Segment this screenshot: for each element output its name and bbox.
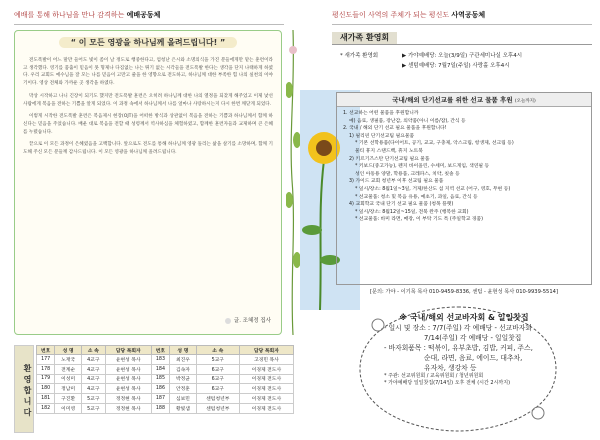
table-cell: 박정균 <box>170 374 197 384</box>
table-row <box>37 394 294 404</box>
table-cell: 황빛샘 <box>170 403 197 413</box>
table-cell: 윤현성 목사 <box>105 374 151 384</box>
table-cell: 정정현 목사 <box>105 394 151 404</box>
bazaar-note: * 주관: 선교위원회 / 교육위원회 / 청년위원회 <box>384 373 484 379</box>
right-header <box>332 10 485 22</box>
table-cell: 4교구 <box>81 364 105 374</box>
bazaar-line: - 일시 및 장소 : 7/7(주일) 각 예배당 - 선교바자회 <box>384 324 532 332</box>
table-cell: 4교구 <box>81 374 105 384</box>
bazaar-line: 순대, 라면, 음료, 에이드, 대추차, <box>424 354 523 362</box>
table-cell: 이경제 전도사 <box>239 384 293 394</box>
mission-line: * 키보드(중고가능), 펜지 바이올린, 수세미, 보드게임, 색연필 등 <box>355 164 490 170</box>
table-cell: 187 <box>151 394 169 404</box>
welcome-label: 환영합니다 <box>14 345 34 433</box>
bazaar-line: - 바자회품목 : 떡볶이, 유부초밥, 김밥, 커피, 주스, <box>384 344 533 352</box>
mission-line: 물티 휴지 스탠드백, 휴지 노트북 <box>355 148 423 154</box>
testimony-paragraph: 전도폭발이 어느 말만 들어도 빛이 좀이 날 정도로 행중한다고, 엄청난 은시와 소명의식을 가진 분들에게만 맡는 훈련이라고 생각했다. 영기를 품출이 믿음이 못 형제나 다짐없는 나는 뛰기 없는 시각들을 전도폭발 한다는 생각을 단지 나태하게 하였다. 우리 교회도 예수님을 잘 모는 나를 믿음이 고만고 줄을 한 영향으로 전도하고, 하나님께 대한 부족한 힘 나의 실천의 이야기이다. 영상 전체와 가까운 곳 생각을 하였다. <box>23 58 273 87</box>
visitor-table <box>36 345 294 414</box>
mission-line: * 일시/장소: 8월12일~15일, 전북 완주 (행복한 교회) <box>355 209 469 215</box>
new-family-body <box>332 44 592 90</box>
right-header-title: 사역공동체 <box>451 11 486 19</box>
new-family-welcome-section <box>332 32 592 92</box>
table-cell: 6교구 <box>196 374 239 384</box>
left-header-line <box>14 24 284 25</box>
table-cell: 5교구 <box>81 394 105 404</box>
table-cell: 178 <box>37 364 55 374</box>
mission-line: * 선교물품: 청소 및 복음 유용, 예초기, 과일, 음료, 간식 등 <box>355 194 478 200</box>
table-cell: 정남미 <box>55 384 82 394</box>
table-cell: 구진환 <box>55 394 82 404</box>
table-cell: 179 <box>37 374 55 384</box>
testimony-paragraph: 끝으로 이 모든 과정이 은혜였음을 고백합니다. 앞으로도 전도를 통해 하나님께 영광 돌리는 삶을 살기를 소망하며, 함께 기도해 주신 모든 분들께 감사드립니다. 이 모든 영광을 하나님께 올려드립니다. <box>23 142 273 156</box>
bazaar-line: 유자차, 생강차 등 <box>424 364 477 372</box>
welcome-visitors-section <box>14 345 294 433</box>
table-cell: 심보민 <box>170 394 197 404</box>
mission-title: 국내/해외 단기선교를 위한 선교 물품 후원 (오늘까지) <box>337 93 591 107</box>
mission-donation-section <box>336 92 592 285</box>
table-cell: 윤현성 목사 <box>105 364 151 374</box>
testimony-paragraph: 막상 시작하고 나니 긴장이 되기도 했지만 전도폭발 훈련은 오히려 하나님께 대한 나의 열정을 되찾게 해주었고 이제 낯선 사람에게 복음을 전하는 기쁨을 알게 되었다. 이 과정 속에서 하나님께서 나를 얼마나 사랑하시는지 다시 한번 깨닫게 되었다. <box>23 93 273 107</box>
table-cell: 184 <box>151 364 169 374</box>
testimony-title: “ 이 모든 영광을 하나님께 올려드립니다! ” <box>15 37 281 48</box>
table-cell: 고경민 목사 <box>239 355 293 365</box>
table-cell: 안정훈 <box>170 384 197 394</box>
testimony-author: 글. 조혜정 집사 <box>225 316 271 324</box>
mission-line: * 기본 선학용품(다이어트, 공기, 교교, 구충제, 악스크림, 항생제, 선크림 등) <box>355 141 514 147</box>
right-header-prefix: 평신도들이 사역의 주체가 되는 평신도 <box>332 11 450 19</box>
mission-line: 1) 필리핀 단기선교팀 필요물품 <box>349 133 415 139</box>
table-cell: 181 <box>37 394 55 404</box>
table-cell: 5교구 <box>196 355 239 365</box>
testimony-paragraph: 이렇게 시작한 전도폭발 훈련은 복음제시 현장(OJT)을 어떠한 방식과 상관없이 복음을 전하는 기쁨과 하나님께서 함께 하신다는 믿음을 주었습니다. 배운 대로 복음을 전할 때 성령께서 역사하심을 체험하였고, 함께한 훈련자들과 교제하며 큰 은혜를 누렸습니다. <box>23 114 273 135</box>
mission-line: 2. 국내 / 해외 단기 선교 필요 물품을 후원합니다! <box>343 126 447 132</box>
visitor-table-header: 번호 성 명 소 속 담당 목회자 번호 성 명 소 속 담당 목회자 <box>37 346 294 355</box>
author-avatar <box>225 318 231 324</box>
table-cell: 이성미 <box>55 374 82 384</box>
mission-line: 3) 가이드 교회 청년부 이후 선교팀 필요 물품 <box>349 179 444 185</box>
mission-line: 1. 선교하는 어떤 물품을 후원합니까 <box>343 111 419 116</box>
table-cell: 센텀청년부 <box>196 394 239 404</box>
left-header <box>14 10 160 22</box>
table-cell: 최진우 <box>170 355 197 365</box>
table-row <box>37 384 294 394</box>
new-family-line: ▶ 센텀예배당: 7월7일(주일) 사랑홀 오후4시 <box>402 63 510 69</box>
table-cell: 이경제 전도사 <box>239 403 293 413</box>
table-cell: 이경제 전도사 <box>239 394 293 404</box>
bazaar-title: ※ 국내/해외 선교바자회 & 일일찻집 <box>399 313 529 322</box>
table-cell: 이미영 <box>55 403 82 413</box>
table-cell: 180 <box>37 384 55 394</box>
table-cell: 186 <box>151 384 169 394</box>
table-cell: 윤현성 목사 <box>105 384 151 394</box>
table-cell: 이경제 전도사 <box>239 374 293 384</box>
plant-decoration-icon <box>286 30 300 335</box>
table-cell: 188 <box>151 403 169 413</box>
table-row <box>37 364 294 374</box>
mission-body <box>337 107 591 227</box>
right-header-line <box>332 24 592 25</box>
contact-info: [문의: 가야 - 이기목 목사 010-9459-8336, 센텀 - 윤현성 목사 010-9939-5514] <box>370 289 558 295</box>
table-row <box>37 374 294 384</box>
table-cell: 윤현성 목사 <box>105 355 151 365</box>
table-cell: 이경제 전도사 <box>239 364 293 374</box>
table-cell: 183 <box>151 355 169 365</box>
bazaar-line: 7/14(주일) 각 예배당 - 일일찻집 <box>424 334 522 342</box>
table-cell: 센텀청년부 <box>196 403 239 413</box>
mission-line: 2) 키르기즈스탄 단기선교팀 필요 물품 <box>349 156 430 162</box>
table-cell: 노재국 <box>55 355 82 365</box>
table-cell: 182 <box>37 403 55 413</box>
new-family-title: 새가족 환영회 <box>332 32 397 44</box>
table-cell: 4교구 <box>81 384 105 394</box>
right-page <box>300 0 600 440</box>
mission-line: * 선교물품: 바미 라면, 매장, 이 부탁 기도 특 (주일학교 경품) <box>355 217 484 223</box>
table-cell: 김속자 <box>170 364 197 374</box>
table-cell: 185 <box>151 374 169 384</box>
table-cell: 전계순 <box>55 364 82 374</box>
mission-line: 예) 음료, 생필품, 장난감, 의약품(아니 이름/잠), 간식 등 <box>349 118 466 124</box>
bazaar-note: * 가야예배당 일일찻집(7/14일) 오후 전체 (시간 2시까지) <box>384 380 511 386</box>
table-cell: 6교구 <box>196 364 239 374</box>
table-cell: 정정현 목사 <box>105 403 151 413</box>
table-row <box>37 403 294 413</box>
table-cell: 5교구 <box>81 403 105 413</box>
bazaar-text <box>384 313 544 387</box>
mission-line: 성인 아동용 양말, 학용품, 크레파스, 치약, 칫솔 등 <box>355 171 460 177</box>
new-family-line: ▶ 가야예배당: 오늘(3/9일) 구관세미나실 오후4시 <box>402 53 523 59</box>
mission-line: 4) 교회학교 국내 단기 선교 필요 물품 (청목 플랫) <box>349 202 454 208</box>
table-cell: 4교구 <box>81 355 105 365</box>
table-cell: 6교구 <box>196 384 239 394</box>
left-header-prefix: 예배를 통해 하나님을 만나 감격하는 <box>14 11 125 19</box>
testimony-body <box>23 57 273 162</box>
table-cell: 177 <box>37 355 55 365</box>
bazaar-cafe-section <box>358 305 558 433</box>
mission-line: * 일시/장소: 8월1일~3일, 거제/한산도 섬 지역 선교 (어구, 영호, 무현 등) <box>355 186 511 192</box>
new-family-label: * 새가족 환영회 <box>340 53 379 59</box>
testimony-box <box>14 30 282 335</box>
left-header-title: 예배공동체 <box>126 11 161 19</box>
table-row <box>37 355 294 365</box>
